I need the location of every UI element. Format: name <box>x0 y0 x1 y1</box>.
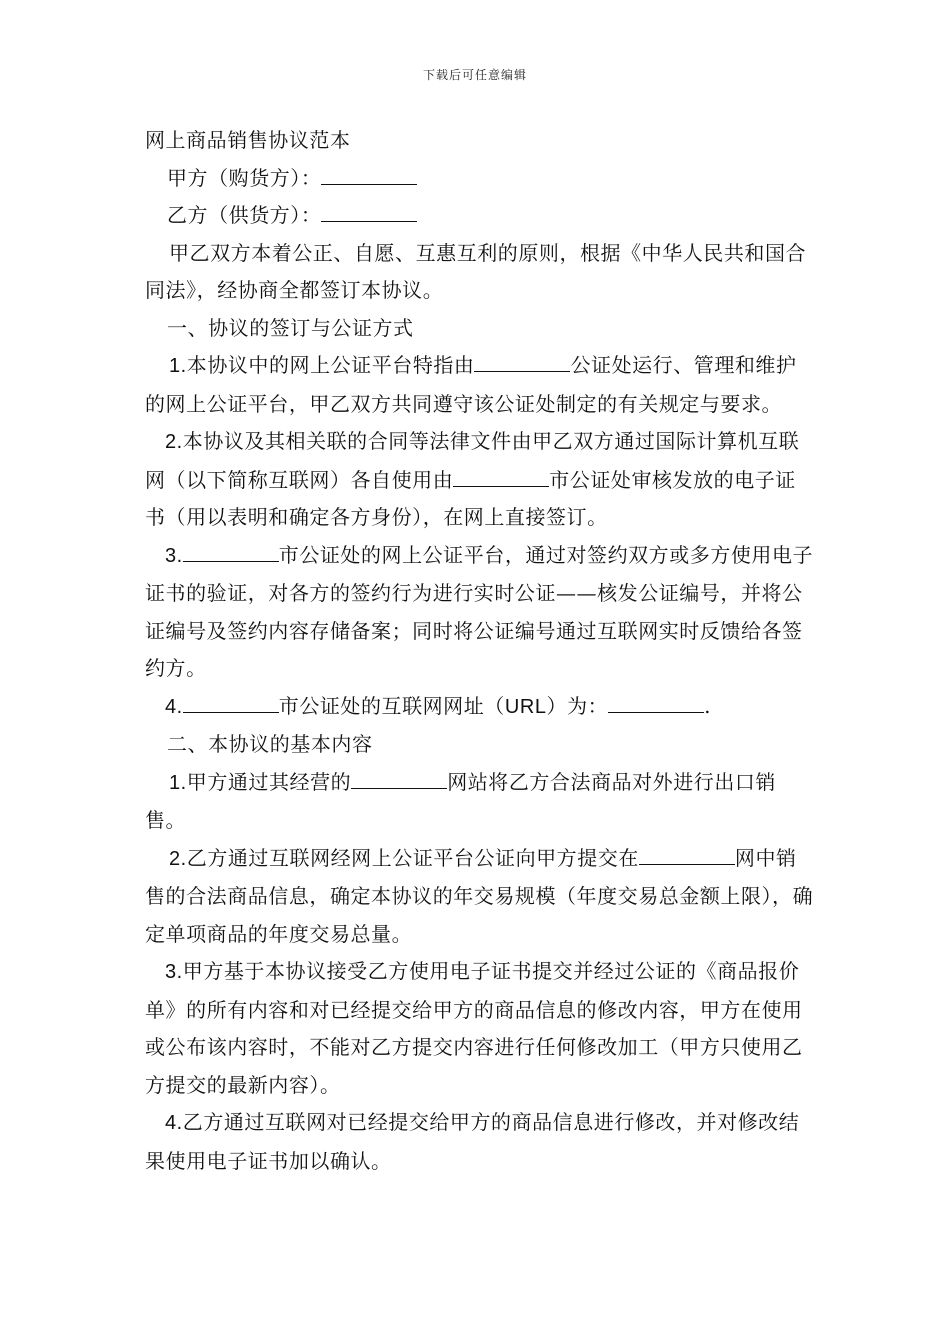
section1-item1 <box>145 347 815 423</box>
document-body <box>145 122 815 1180</box>
section2-item4 <box>145 1104 815 1180</box>
item-number: 4. <box>165 1112 183 1134</box>
party-a-label: 甲方（购货方）： <box>167 165 322 190</box>
page-header: 下载后可任意编辑 <box>422 68 527 82</box>
item-number: 1. <box>169 771 187 794</box>
fill-blank <box>351 768 447 789</box>
section2-item3 <box>145 953 815 1104</box>
item-text: 本协议及其相关联的合同等法律文件由甲乙双方通过国际计算机互联网（以下简称互联网）各自使用由 <box>145 429 800 492</box>
fill-blank <box>608 692 704 713</box>
fill-blank <box>183 541 279 562</box>
item-number: 2. <box>165 431 183 453</box>
section1-heading: 一、协议的签订与公证方式 <box>167 315 414 340</box>
item-number: 3. <box>165 961 183 983</box>
url-label: URL <box>504 695 547 718</box>
section2-item2 <box>145 840 815 954</box>
party-a-blank <box>321 164 417 185</box>
item-text: 网中销售的合法商品信息，确定本协议的年交易规模（年度交易总金额上限），确定单项商品的年度交易总量。 <box>145 845 814 946</box>
section2-heading: 二、本协议的基本内容 <box>167 732 373 756</box>
section1-item2 <box>145 423 815 537</box>
item-number: 4. <box>165 695 183 718</box>
party-b-line <box>145 197 815 235</box>
section2-item1 <box>145 764 815 840</box>
item-text: 公证处运行、管理和维护的网上公证平台，甲乙双方共同遵守该公证处制定的有关规定与要求。 <box>145 353 797 416</box>
intro-paragraph: 甲乙双方本着公正、自愿、互惠互利的原则，根据《中华人民共和国合同法》，经协商全都签订本协议。 <box>145 240 807 302</box>
fill-blank <box>183 692 279 713</box>
section1-item4 <box>145 688 815 727</box>
party-b-blank <box>321 201 417 222</box>
item-text: 市公证处的网上公证平台，通过对签约双方或多方使用电子证书的验证，对各方的签约行为进行实时公证——核发公证编号，并将公证编号及签约内容存储备案；同时将公证编号通过互联网实时反馈给各签约方。 <box>145 542 814 680</box>
item-number: 1. <box>169 355 187 377</box>
party-a-line <box>145 160 815 198</box>
item-text: 本协议中的网上公证平台特指由 <box>186 353 475 377</box>
party-b-label: 乙方（供货方）： <box>167 203 322 227</box>
item-text: 乙方通过互联网经网上公证平台公证向甲方提交在 <box>186 845 639 870</box>
item-text: 市公证处的互联网网址（ <box>278 693 505 718</box>
item-text: 甲方通过其经营的 <box>186 769 352 794</box>
document-title: 网上商品销售协议范本 <box>145 128 351 152</box>
section1-item3 <box>145 537 815 688</box>
item-text: 网站将乙方合法商品对外进行出口销售。 <box>145 769 776 832</box>
item-text: 市公证处审核发放的电子证书（用以表明和确定各方身份），在网上直接签订。 <box>145 467 796 529</box>
fill-blank <box>474 351 570 372</box>
fill-blank <box>453 466 549 487</box>
item-text: 乙方通过互联网对已经提交给甲方的商品信息进行修改，并对修改结果使用电子证书加以确认。 <box>145 1110 800 1173</box>
item-end: . <box>704 693 712 718</box>
item-number: 2. <box>169 847 187 870</box>
item-text: ）为： <box>546 693 609 718</box>
fill-blank <box>639 844 735 865</box>
item-text: 甲方基于本协议接受乙方使用电子证书提交并经过公证的《商品报价单》的所有内容和对已经提交给甲方的商品信息的修改内容，甲方在使用或公布该内容时，不能对乙方提交内容进行任何修改加工（甲方只使用乙方提交的最新内容）。 <box>145 959 803 1097</box>
item-number: 3. <box>165 544 183 567</box>
